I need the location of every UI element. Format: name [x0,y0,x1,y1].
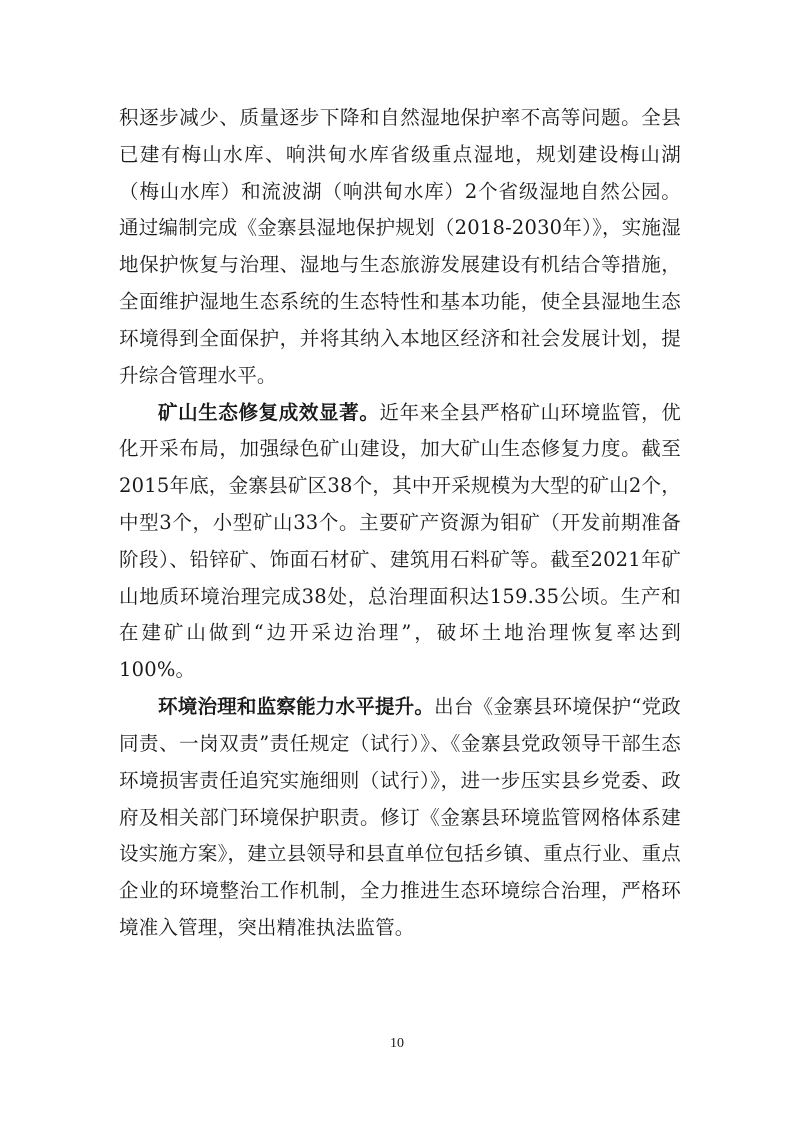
paragraph-environmental-governance-text: 出台《金寨县环境保护“党政同责、一岗双责”责任规定（试行）》、《金寨县党政领导干部生态环境损害责任追究实施细则（试行）》，进一步压实县乡党委、政府及相关部门环境保护职责。修订《金寨县环境监管网格体系建设实施方案》，建立县领导和县直单位包括乡镇、重点行业、重点企业的环境整治工作机制，全力推进生态环境综合治理，严格环境准入管理，突出精准执法监管。 [119,695,681,939]
paragraph-wetland-text: 积逐步减少、质量逐步下降和自然湿地保护率不高等问题。全县已建有梅山水库、响洪甸水库省级重点湿地，规划建设梅山湖（梅山水库）和流波湖（响洪甸水库）2个省级湿地自然公园。通过编制完成《金寨县湿地保护规划（2018-2030年）》，实施湿地保护恢复与治理、湿地与生态旅游发展建设有机结合等措施，全面维护湿地生态系统的生态特性和基本功能，使全县湿地生态环境得到全面保护，并将其纳入本地区经济和社会发展计划，提升综合管理水平。 [119,106,681,387]
page-number: 10 [390,1036,404,1051]
paragraph-mine-restoration [119,395,681,689]
paragraph-environmental-governance [119,689,681,947]
body-text [119,100,681,947]
paragraph-mine-restoration-heading: 矿山生态修复成效显著。 [158,400,380,424]
paragraph-wetland [119,100,681,394]
paragraph-mine-restoration-text: 近年来全县严格矿山环境监管，优化开采布局，加强绿色矿山建设，加大矿山生态修复力度。截至2015年底，金寨县矿区38个，其中开采规模为大型的矿山2个，中型3个，小型矿山33个。主要矿产资源为钼矿（开发前期准备阶段）、铅锌矿、饰面石材矿、建筑用石料矿等。截至2021年矿山地质环境治理完成38处，总治理面积达159.35公顷。生产和在建矿山做到“边开采边治理”，破坏土地治理恢复率达到100%。 [119,400,681,682]
paragraph-environmental-governance-heading: 环境治理和监察能力水平提升。 [158,695,435,719]
